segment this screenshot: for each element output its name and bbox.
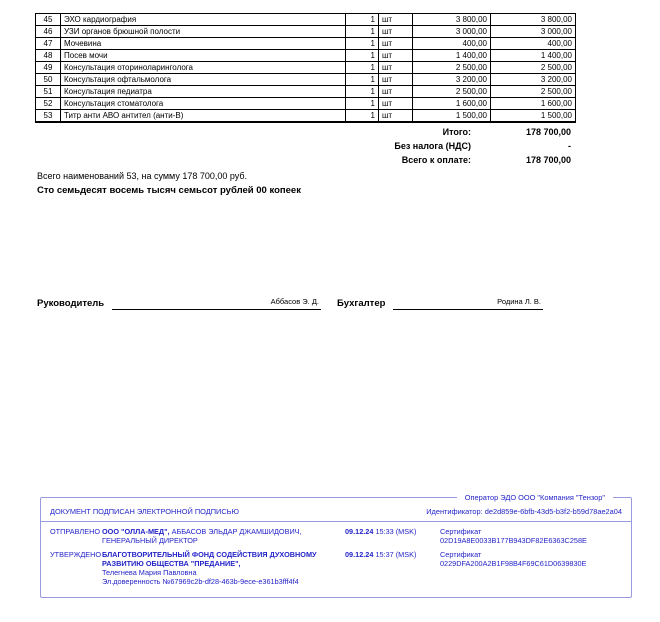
edo-operator: Оператор ЭДО ООО "Компания "Тензор" (457, 493, 613, 502)
service-name: Консультация педиатра (61, 86, 346, 98)
line-total: 1 600,00 (491, 98, 576, 110)
certificate-label: Сертификат (440, 549, 482, 559)
row-number: 45 (36, 14, 61, 26)
table-row (36, 26, 576, 38)
unit: шт (379, 62, 413, 74)
quantity: 1 (346, 74, 379, 86)
quantity: 1 (346, 50, 379, 62)
unit: шт (379, 50, 413, 62)
quantity: 1 (346, 98, 379, 110)
total-value: 178 700,00 (525, 155, 571, 165)
line-total: 3 800,00 (491, 14, 576, 26)
esign-status: ОТПРАВЛЕНО (50, 527, 101, 536)
price: 1 400,00 (413, 50, 491, 62)
table-row (36, 98, 576, 110)
quantity: 1 (346, 110, 379, 123)
total-line (306, 125, 576, 139)
total-value: 178 700,00 (525, 127, 571, 137)
org-name: БЛАГОТВОРИТЕЛЬНЫЙ ФОНД СОДЕЙСТВИЯ ДУХОВНОМУ РАЗВИТИЮ ОБЩЕСТВА "ПРЕДАНИЕ", (102, 549, 317, 568)
esign-date: 09.12.24 (345, 549, 374, 559)
org-person: Телегнева Мария Павловна (102, 568, 197, 578)
certificate-value: 02D19A8E0033B177B943DF82E6363C258E (440, 536, 587, 546)
line-total: 2 500,00 (491, 62, 576, 74)
price: 1 500,00 (413, 110, 491, 123)
total-value: - (568, 141, 571, 151)
total-line (306, 153, 576, 167)
price: 1 600,00 (413, 98, 491, 110)
table-row (36, 74, 576, 86)
line-total: 1 400,00 (491, 50, 576, 62)
unit: шт (379, 14, 413, 26)
total-label: Итого: (442, 127, 471, 137)
amount-in-words: Сто семьдесят восемь тысяч семьсот рублей 00 копеек (37, 185, 301, 196)
price: 400,00 (413, 38, 491, 50)
table-row (36, 38, 576, 50)
service-name: Консультация стоматолога (61, 98, 346, 110)
service-name: Титр анти АВО антител (анти-В) (61, 110, 346, 123)
esign-org (102, 550, 345, 587)
row-number: 46 (36, 26, 61, 38)
signature-role: Бухгалтер (337, 298, 386, 309)
esign-row-approved (50, 550, 622, 587)
signature-name: Родина Л. В. (497, 297, 541, 306)
table-row (36, 62, 576, 74)
unit: шт (379, 74, 413, 86)
identifier-value: de2d859e-6bfb-43d5-b3f2-b59d78ae2a04 (484, 507, 622, 516)
row-number: 49 (36, 62, 61, 74)
row-number: 47 (36, 38, 61, 50)
row-number: 50 (36, 74, 61, 86)
esign-status: УТВЕРЖДЕНО (50, 549, 102, 559)
org-name: ООО "ОЛЛА-МЕД", (102, 527, 170, 536)
price: 3 800,00 (413, 14, 491, 26)
row-number: 48 (36, 50, 61, 62)
items-table (35, 13, 576, 123)
table-row (36, 110, 576, 123)
quantity: 1 (346, 26, 379, 38)
price: 3 200,00 (413, 74, 491, 86)
esign-row-sent (50, 527, 622, 546)
line-total: 400,00 (491, 38, 576, 50)
signature-line (112, 291, 321, 310)
quantity: 1 (346, 62, 379, 74)
service-name: Консультация оториноларинголога (61, 62, 346, 74)
esign-certificate (440, 550, 622, 587)
unit: шт (379, 38, 413, 50)
total-line (306, 139, 576, 153)
org-attorney: Эл.доверенность №67969c2b-df28-463b-9ece-e361b3fff4f4 (102, 577, 299, 587)
esign-identifier (426, 507, 622, 516)
signature-line (393, 291, 543, 310)
identifier-label: Идентификатор: (426, 507, 483, 516)
line-total: 3 200,00 (491, 74, 576, 86)
certificate-value: 0229DFA200A2B1F98B4F69C61D0639830E (440, 558, 587, 568)
total-label: Всего к оплате: (401, 155, 471, 165)
unit: шт (379, 26, 413, 38)
price: 3 000,00 (413, 26, 491, 38)
unit: шт (379, 86, 413, 98)
service-name: Мочевина (61, 38, 346, 50)
esign-datetime (345, 527, 440, 546)
table-row (36, 14, 576, 26)
service-name: Консультация офтальмолога (61, 74, 346, 86)
esign-datetime (345, 550, 440, 587)
service-name: УЗИ органов брюшной полости (61, 26, 346, 38)
signature-director (37, 293, 321, 310)
signature-accountant (337, 293, 543, 310)
esign-date: 09.12.24 (345, 527, 374, 536)
line-total: 2 500,00 (491, 86, 576, 98)
electronic-signature-stamp (40, 493, 632, 598)
totals-block (306, 125, 576, 167)
price: 2 500,00 (413, 62, 491, 74)
line-total: 3 000,00 (491, 26, 576, 38)
esign-certificate (440, 527, 622, 546)
row-number: 51 (36, 86, 61, 98)
esign-title: ДОКУМЕНТ ПОДПИСАН ЭЛЕКТРОННОЙ ПОДПИСЬЮ (50, 507, 240, 516)
org-position: ГЕНЕРАЛЬНЫЙ ДИРЕКТОР (102, 536, 198, 546)
row-number: 52 (36, 98, 61, 110)
quantity: 1 (346, 38, 379, 50)
table-row (36, 86, 576, 98)
signature-role: Руководитель (37, 298, 105, 309)
quantity: 1 (346, 86, 379, 98)
price: 2 500,00 (413, 86, 491, 98)
items-count-summary: Всего наименований 53, на сумму 178 700,00 руб. (37, 171, 248, 181)
total-label: Без налога (НДС) (394, 141, 471, 151)
certificate-label: Сертификат (440, 527, 482, 536)
esign-time: 15:37 (MSK) (375, 549, 417, 559)
unit: шт (379, 110, 413, 123)
esign-time: 15:33 (MSK) (375, 527, 417, 536)
quantity: 1 (346, 14, 379, 26)
table-row (36, 50, 576, 62)
service-name: ЭХО кардиография (61, 14, 346, 26)
service-name: Посев мочи (61, 50, 346, 62)
row-number: 53 (36, 110, 61, 123)
org-signer: АББАСОВ ЭЛЬДАР ДЖАМШИДОВИЧ, (171, 527, 302, 536)
esign-org (102, 527, 345, 546)
unit: шт (379, 98, 413, 110)
line-total: 1 500,00 (491, 110, 576, 123)
signature-name: Аббасов Э. Д. (270, 297, 319, 306)
